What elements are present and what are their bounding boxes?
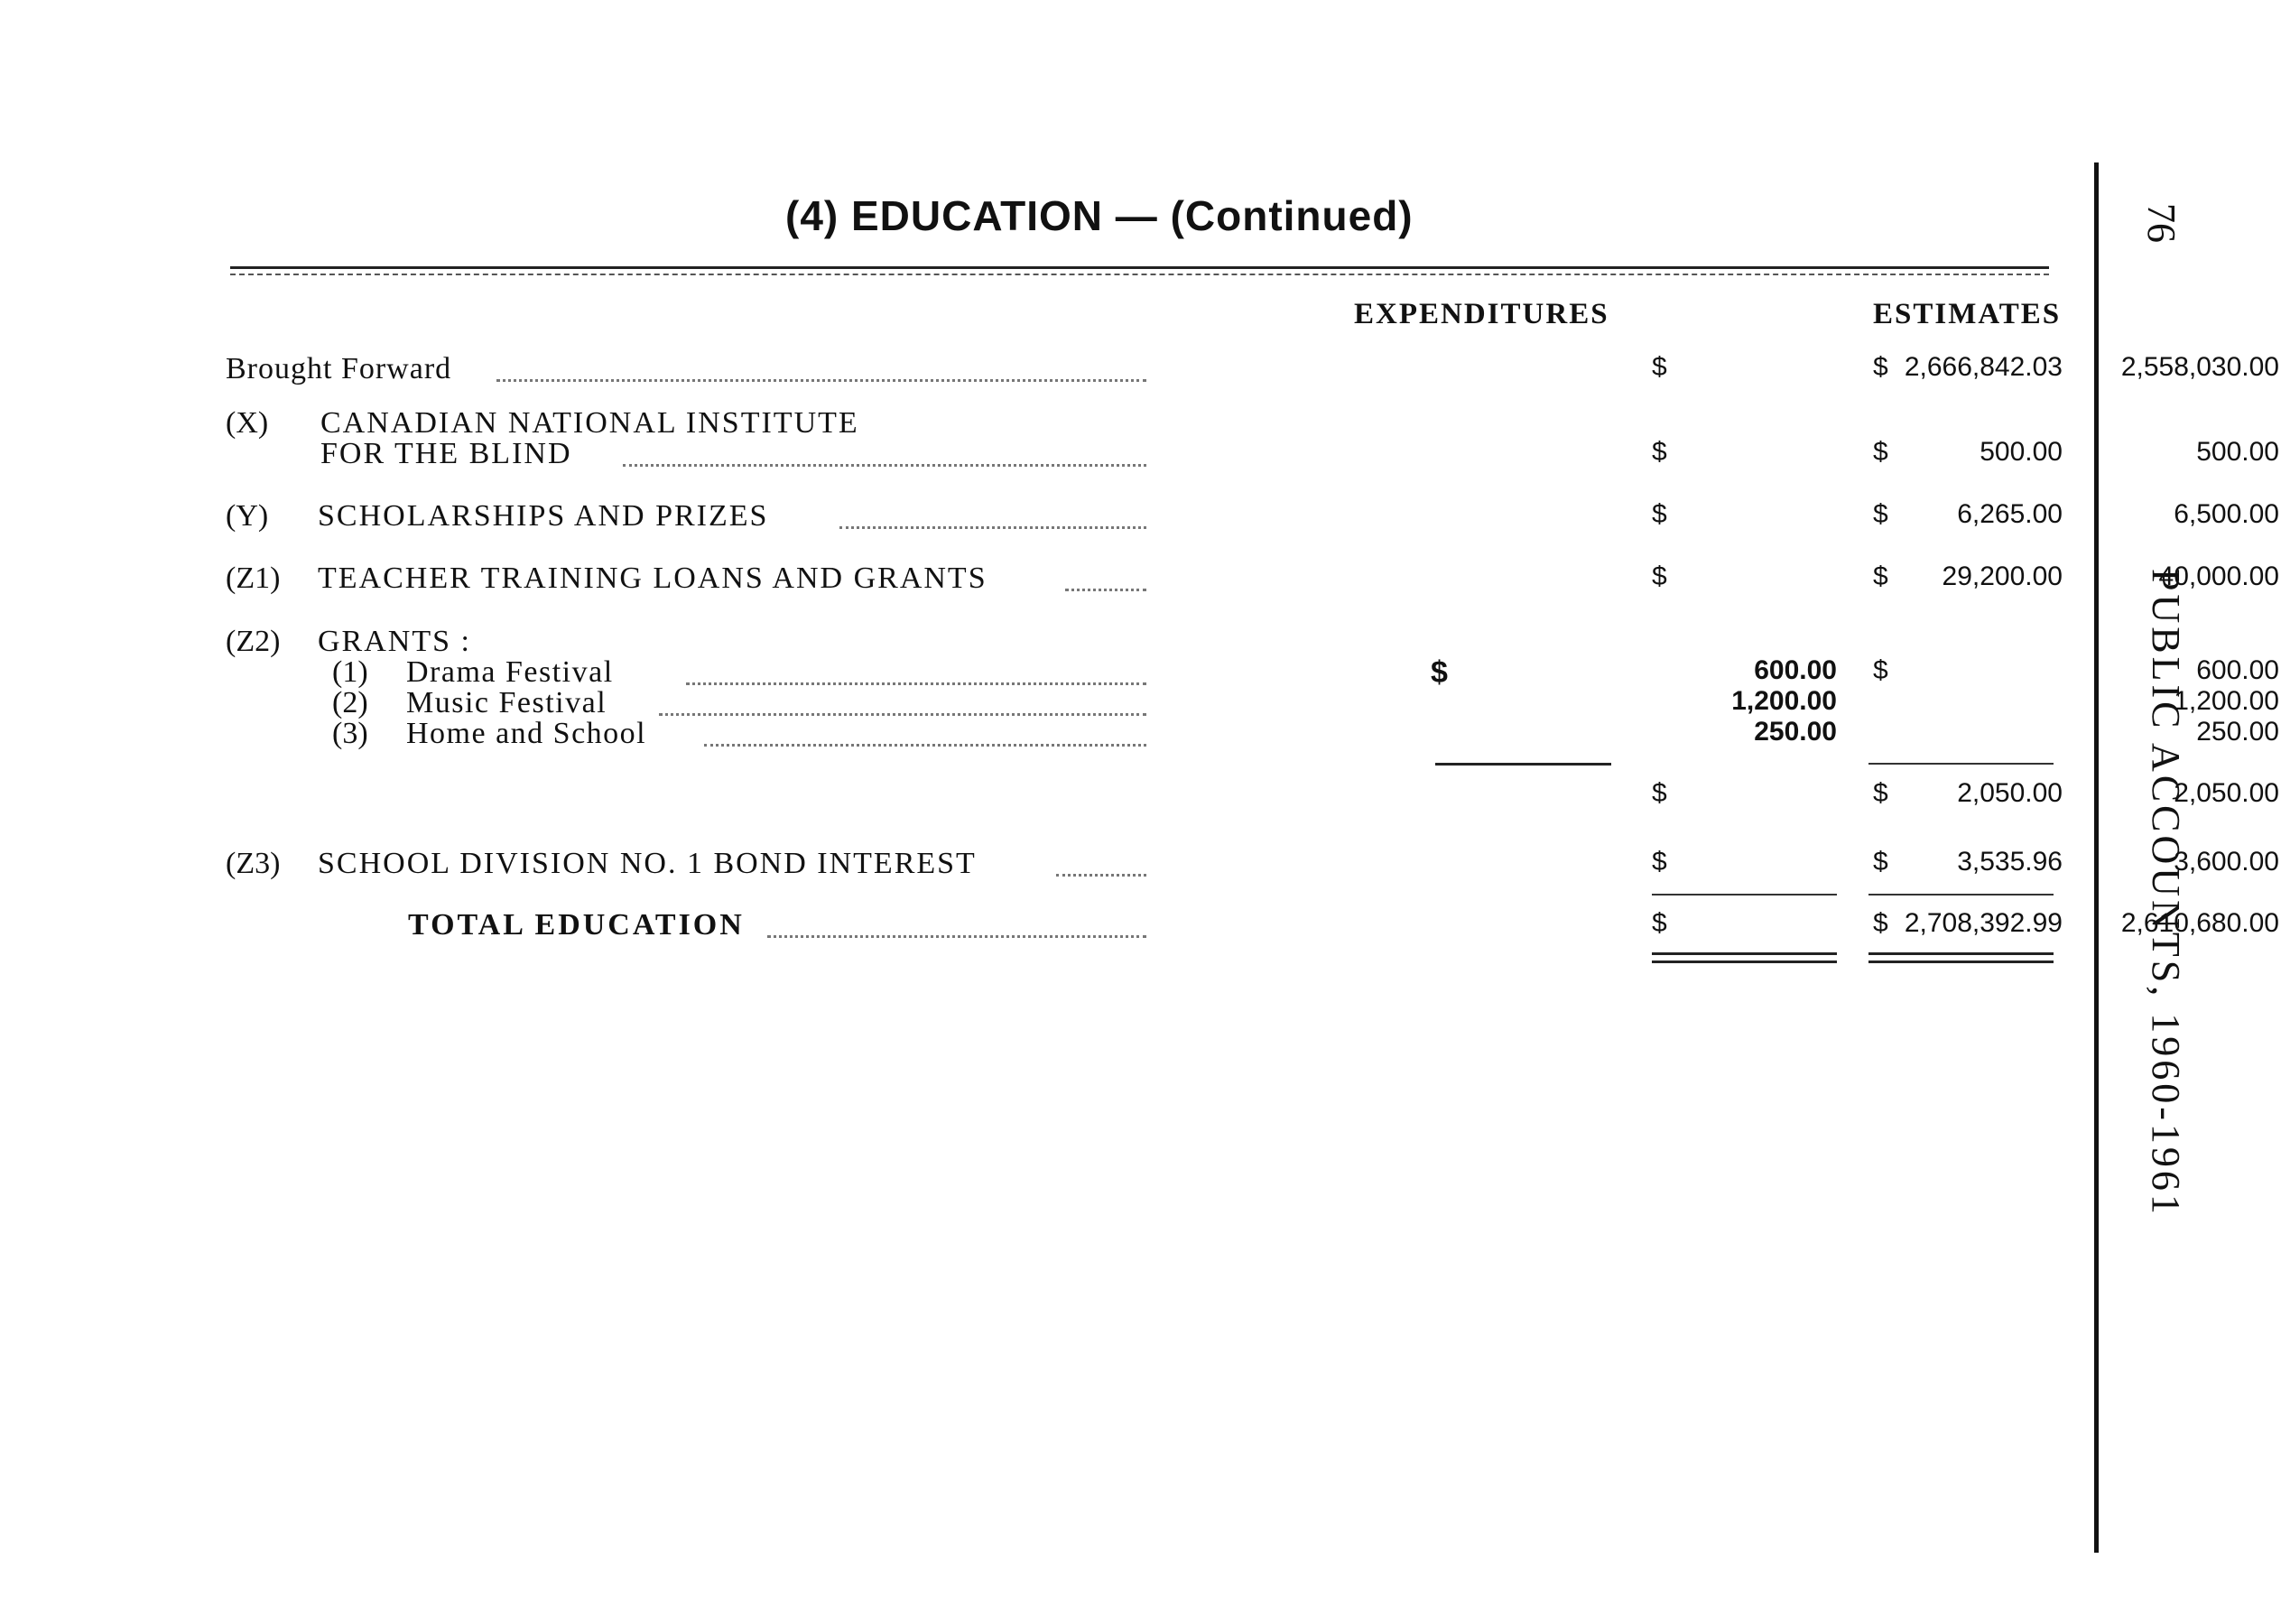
row-code: (Z1) — [226, 561, 281, 595]
item-number: (2) — [332, 686, 368, 719]
margin-rule — [2094, 162, 2099, 1553]
currency-symbol: $ — [1652, 437, 1667, 467]
estimate-underline — [1868, 894, 2054, 896]
column-header-expenditures: EXPENDITURES — [1354, 298, 1609, 330]
expenditure-amount: 29,200.00 — [1942, 561, 2063, 591]
detail-amount: 600.00 — [1754, 655, 1837, 685]
column-header-estimates: ESTIMATES — [1873, 298, 2062, 330]
title-rule-dashed — [230, 274, 2049, 275]
currency-symbol: $ — [1873, 847, 1888, 877]
dot-leader — [686, 682, 1146, 685]
running-head: PUBLIC ACCOUNTS, 1960-1961 — [2144, 569, 2188, 1218]
total-estimate-amount: 2,610,680.00 — [2120, 908, 2279, 938]
expenditure-amount: 6,265.00 — [1957, 499, 2063, 529]
row-code: (Z2) — [226, 625, 281, 658]
estimate-double-underline — [1868, 952, 2054, 963]
item-label: Music Festival — [406, 686, 607, 719]
dot-leader — [704, 744, 1146, 747]
row-brought-forward — [226, 352, 2279, 388]
expenditure-amount: 3,535.96 — [1957, 847, 2063, 877]
title-rule — [230, 266, 2049, 269]
currency-symbol: $ — [1873, 655, 1888, 685]
row-label: Brought Forward — [226, 352, 452, 385]
currency-symbol: $ — [1652, 908, 1667, 938]
page-title: (4) EDUCATION — (Continued) — [785, 192, 1414, 239]
currency-symbol: $ — [1873, 561, 1888, 591]
row-label: SCHOOL DIVISION NO. 1 BOND INTEREST — [318, 847, 977, 880]
dot-leader — [623, 464, 1146, 467]
currency-symbol: $ — [1873, 908, 1888, 938]
currency-symbol: $ — [1652, 561, 1667, 591]
row-z3 — [226, 847, 2279, 883]
dot-leader — [659, 713, 1146, 716]
detail-amount: 1,200.00 — [1731, 686, 1837, 716]
item-number: (1) — [332, 655, 368, 689]
estimate-amount: 3,600.00 — [2174, 847, 2279, 877]
row-code: (Z3) — [226, 847, 281, 880]
row-z2-subtotal — [226, 778, 2279, 814]
currency-symbol: $ — [1652, 847, 1667, 877]
total-label: TOTAL EDUCATION — [408, 908, 745, 942]
currency-symbol: $ — [1873, 437, 1888, 467]
dot-leader — [839, 526, 1146, 529]
expenditure-amount: 2,050.00 — [1957, 778, 2063, 808]
expenditure-amount: 500.00 — [1980, 437, 2063, 467]
currency-symbol: $ — [1652, 778, 1667, 808]
row-code: (Y) — [226, 499, 269, 533]
expenditure-underline — [1652, 894, 1837, 896]
currency-symbol: $ — [1873, 499, 1888, 529]
estimate-amount: 6,500.00 — [2174, 499, 2279, 529]
expenditure-amount: 2,666,842.03 — [1904, 352, 2063, 382]
estimate-amount: 250.00 — [2196, 717, 2279, 747]
estimate-amount: 500.00 — [2196, 437, 2279, 467]
item-label: Drama Festival — [406, 655, 614, 689]
row-label: GRANTS : — [318, 625, 471, 658]
row-label-continued: FOR THE BLIND — [320, 437, 572, 470]
estimate-amount: 600.00 — [2196, 655, 2279, 685]
row-label: SCHOLARSHIPS AND PRIZES — [318, 499, 769, 533]
estimate-underline — [1868, 763, 2054, 765]
detail-underline — [1435, 763, 1611, 766]
dot-leader — [1065, 589, 1146, 591]
estimate-amount: 40,000.00 — [2158, 561, 2279, 591]
row-label: TEACHER TRAINING LOANS AND GRANTS — [318, 561, 988, 595]
row-label: CANADIAN NATIONAL INSTITUTE — [320, 406, 859, 440]
row-z2-item-3 — [226, 717, 2279, 753]
row-total — [226, 908, 2279, 944]
expenditure-double-underline — [1652, 952, 1837, 963]
currency-symbol: $ — [1431, 655, 1448, 690]
item-label: Home and School — [406, 717, 647, 750]
estimate-amount: 1,200.00 — [2174, 686, 2279, 716]
row-z1 — [226, 561, 2279, 598]
row-x-line2 — [226, 437, 2279, 473]
row-y — [226, 499, 2279, 535]
dot-leader — [496, 379, 1146, 382]
currency-symbol: $ — [1873, 352, 1888, 382]
row-code: (X) — [226, 406, 269, 440]
currency-symbol: $ — [1873, 778, 1888, 808]
detail-amount: 250.00 — [1754, 717, 1837, 747]
item-number: (3) — [332, 717, 368, 750]
currency-symbol: $ — [1652, 352, 1667, 382]
page-number: 76 — [2139, 203, 2184, 243]
dot-leader — [767, 935, 1146, 938]
dot-leader — [1056, 874, 1146, 877]
estimate-amount: 2,050.00 — [2174, 778, 2279, 808]
currency-symbol: $ — [1652, 499, 1667, 529]
estimate-amount: 2,558,030.00 — [2120, 352, 2279, 382]
total-expenditure-amount: 2,708,392.99 — [1904, 908, 2063, 938]
